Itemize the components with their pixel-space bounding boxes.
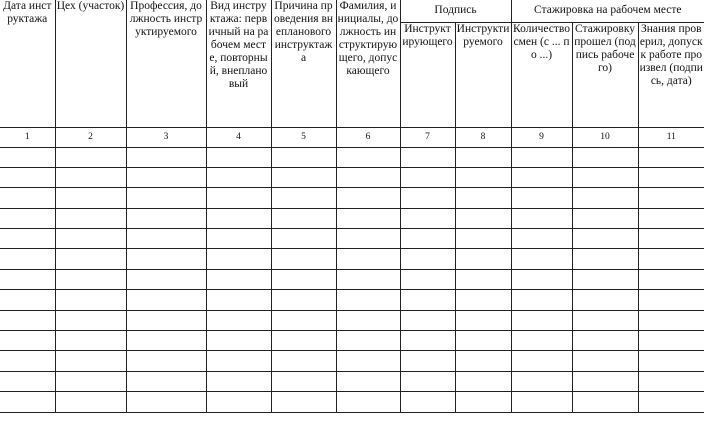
journal-entry-cell[interactable] [336, 188, 400, 208]
column-number: 9 [511, 127, 572, 147]
journal-entry-row [0, 310, 704, 330]
journal-entry-cell[interactable] [638, 269, 704, 289]
journal-entry-cell[interactable] [336, 229, 400, 249]
journal-entry-cell[interactable] [572, 310, 638, 330]
journal-entry-cell[interactable] [206, 147, 271, 167]
journal-entry-cell[interactable] [271, 290, 336, 310]
journal-entry-cell[interactable] [455, 167, 511, 187]
journal-entry-cell[interactable] [55, 392, 126, 412]
header-internship: Стажировка на рабочем месте [511, 0, 704, 22]
journal-entry-cell[interactable] [455, 269, 511, 289]
journal-entry-row [0, 167, 704, 187]
journal-entry-cell[interactable] [455, 331, 511, 351]
journal-entry-cell[interactable] [638, 167, 704, 187]
column-number: 4 [206, 127, 271, 147]
journal-entry-cell[interactable] [638, 392, 704, 412]
journal-entry-cell[interactable] [400, 188, 455, 208]
journal-entry-cell[interactable] [0, 392, 55, 412]
journal-entry-cell[interactable] [55, 331, 126, 351]
journal-entry-cell[interactable] [572, 371, 638, 391]
journal-entry-cell[interactable] [271, 371, 336, 391]
journal-entry-cell[interactable] [271, 147, 336, 167]
journal-entry-cell[interactable] [572, 229, 638, 249]
journal-entry-row [0, 229, 704, 249]
journal-entry-cell[interactable] [0, 167, 55, 187]
column-number-row [0, 127, 704, 147]
journal-entry-cell[interactable] [206, 290, 271, 310]
header-row-top [0, 0, 704, 22]
journal-entry-cell[interactable] [455, 208, 511, 228]
journal-entry-cell[interactable] [400, 147, 455, 167]
journal-entry-cell[interactable] [0, 371, 55, 391]
journal-entry-cell[interactable] [455, 290, 511, 310]
journal-entry-cell[interactable] [126, 208, 206, 228]
journal-entry-cell[interactable] [55, 167, 126, 187]
journal-entry-cell[interactable] [572, 290, 638, 310]
journal-entry-cell[interactable] [400, 208, 455, 228]
column-number: 3 [126, 127, 206, 147]
journal-entry-cell[interactable] [55, 310, 126, 330]
journal-entry-cell[interactable] [336, 392, 400, 412]
journal-entry-cell[interactable] [638, 310, 704, 330]
journal-entry-cell[interactable] [572, 249, 638, 269]
journal-entry-cell[interactable] [400, 167, 455, 187]
journal-entry-cell[interactable] [511, 229, 572, 249]
journal-entry-cell[interactable] [455, 188, 511, 208]
journal-entry-cell[interactable] [206, 269, 271, 289]
header-signature: Подпись [400, 0, 511, 22]
journal-entry-cell[interactable] [126, 147, 206, 167]
journal-entry-cell[interactable] [638, 188, 704, 208]
journal-entry-cell[interactable] [638, 371, 704, 391]
journal-entry-cell[interactable] [572, 147, 638, 167]
journal-entry-cell[interactable] [206, 392, 271, 412]
journal-entry-row [0, 208, 704, 228]
journal-entry-cell[interactable] [572, 188, 638, 208]
journal-entry-cell[interactable] [638, 290, 704, 310]
journal-entry-cell[interactable] [55, 147, 126, 167]
header-date: Дата инструктажа [0, 0, 55, 127]
journal-entry-cell[interactable] [455, 351, 511, 371]
journal-entry-row [0, 392, 704, 412]
journal-entry-row [0, 371, 704, 391]
journal-entry-cell[interactable] [336, 351, 400, 371]
journal-entry-cell[interactable] [455, 147, 511, 167]
journal-entry-cell[interactable] [400, 269, 455, 289]
journal-entry-cell[interactable] [55, 371, 126, 391]
journal-entry-cell[interactable] [0, 331, 55, 351]
journal-entry-cell[interactable] [0, 208, 55, 228]
journal-entry-cell[interactable] [271, 310, 336, 330]
journal-entry-cell[interactable] [55, 229, 126, 249]
journal-entry-cell[interactable] [572, 208, 638, 228]
journal-entry-cell[interactable] [572, 392, 638, 412]
journal-entry-cell[interactable] [271, 229, 336, 249]
journal-entry-row [0, 331, 704, 351]
journal-entry-cell[interactable] [336, 371, 400, 391]
journal-entry-cell[interactable] [455, 249, 511, 269]
header-shift-count: Количество смен (с ... по ...) [511, 22, 572, 127]
journal-entry-cell[interactable] [638, 208, 704, 228]
journal-entry-row [0, 188, 704, 208]
journal-entry-cell[interactable] [638, 249, 704, 269]
journal-entry-row [0, 269, 704, 289]
journal-entry-cell[interactable] [455, 392, 511, 412]
journal-entry-cell[interactable] [336, 310, 400, 330]
journal-entry-cell[interactable] [511, 290, 572, 310]
journal-entry-cell[interactable] [55, 249, 126, 269]
journal-entry-cell[interactable] [0, 310, 55, 330]
header-instruction-type: Вид инструктажа: первичный на рабочем месте, повторный, внеплановый [206, 0, 271, 127]
journal-entry-cell[interactable] [336, 290, 400, 310]
journal-entry-cell[interactable] [336, 331, 400, 351]
journal-entry-row [0, 147, 704, 167]
journal-entry-cell[interactable] [400, 290, 455, 310]
journal-entry-cell[interactable] [638, 147, 704, 167]
journal-entry-cell[interactable] [572, 351, 638, 371]
journal-entry-cell[interactable] [271, 249, 336, 269]
journal-entry-cell[interactable] [511, 371, 572, 391]
journal-entry-cell[interactable] [455, 371, 511, 391]
journal-entry-cell[interactable] [336, 208, 400, 228]
journal-entry-cell[interactable] [572, 167, 638, 187]
column-number: 11 [638, 127, 704, 147]
journal-entry-cell[interactable] [0, 147, 55, 167]
column-number: 10 [572, 127, 638, 147]
header-sig-instructor: Инструктирующего [400, 22, 455, 127]
journal-entry-cell[interactable] [511, 188, 572, 208]
header-knowledge-checked: Знания проверил, допуск к работе произвел (подпись, дата) [638, 22, 704, 127]
journal-entry-cell[interactable] [271, 208, 336, 228]
journal-entry-cell[interactable] [126, 269, 206, 289]
journal-entry-cell[interactable] [638, 331, 704, 351]
journal-entry-cell[interactable] [271, 351, 336, 371]
journal-entry-cell[interactable] [55, 208, 126, 228]
journal-entry-row [0, 249, 704, 269]
journal-entry-cell[interactable] [271, 188, 336, 208]
journal-entry-cell[interactable] [206, 208, 271, 228]
journal-entry-cell[interactable] [206, 249, 271, 269]
journal-entry-cell[interactable] [511, 249, 572, 269]
journal-entry-cell[interactable] [206, 188, 271, 208]
journal-entry-cell[interactable] [55, 290, 126, 310]
column-number: 8 [455, 127, 511, 147]
journal-entry-cell[interactable] [0, 269, 55, 289]
journal-entry-cell[interactable] [400, 229, 455, 249]
journal-entry-cell[interactable] [336, 147, 400, 167]
journal-entry-cell[interactable] [336, 167, 400, 187]
journal-entry-cell[interactable] [126, 290, 206, 310]
journal-entry-cell[interactable] [511, 147, 572, 167]
column-number: 6 [336, 127, 400, 147]
journal-entry-cell[interactable] [206, 310, 271, 330]
journal-entry-cell[interactable] [572, 331, 638, 351]
journal-entry-cell[interactable] [126, 310, 206, 330]
journal-entry-cell[interactable] [126, 167, 206, 187]
journal-entry-cell[interactable] [455, 310, 511, 330]
journal-entry-cell[interactable] [55, 351, 126, 371]
journal-entry-cell[interactable] [0, 290, 55, 310]
journal-entry-cell[interactable] [511, 351, 572, 371]
header-workshop: Цех (участок) [55, 0, 126, 127]
column-number: 5 [271, 127, 336, 147]
journal-entry-cell[interactable] [400, 351, 455, 371]
header-instructor-name: Фамилия, инициалы, должность инструктирующего, допускающего [336, 0, 400, 127]
journal-entry-cell[interactable] [126, 392, 206, 412]
journal-entry-cell[interactable] [126, 188, 206, 208]
journal-entry-cell[interactable] [511, 208, 572, 228]
journal-entry-cell[interactable] [206, 331, 271, 351]
journal-entry-cell[interactable] [126, 371, 206, 391]
column-number: 1 [0, 127, 55, 147]
journal-entry-cell[interactable] [511, 310, 572, 330]
journal-entry-cell[interactable] [511, 167, 572, 187]
journal-entry-cell[interactable] [126, 249, 206, 269]
journal-entry-row [0, 290, 704, 310]
journal-entry-cell[interactable] [271, 331, 336, 351]
header-sig-instructed: Инструктируемого [455, 22, 511, 127]
header-profession: Профессия, должность инструктируемого [126, 0, 206, 127]
journal-entry-cell[interactable] [0, 249, 55, 269]
journal-entry-cell[interactable] [511, 269, 572, 289]
journal-entry-cell[interactable] [206, 351, 271, 371]
journal-entry-cell[interactable] [336, 269, 400, 289]
journal-entry-cell[interactable] [55, 269, 126, 289]
column-number: 2 [55, 127, 126, 147]
journal-entry-cell[interactable] [511, 331, 572, 351]
journal-entry-cell[interactable] [511, 392, 572, 412]
journal-entry-cell[interactable] [271, 269, 336, 289]
journal-entry-cell[interactable] [271, 167, 336, 187]
journal-entry-cell[interactable] [126, 351, 206, 371]
column-number: 7 [400, 127, 455, 147]
journal-entry-cell[interactable] [400, 392, 455, 412]
journal-entry-cell[interactable] [572, 269, 638, 289]
journal-entry-cell[interactable] [271, 392, 336, 412]
journal-entry-cell[interactable] [0, 229, 55, 249]
journal-entry-cell[interactable] [400, 310, 455, 330]
journal-entry-cell[interactable] [206, 229, 271, 249]
header-reason: Причина проведения внепланового инструктажа [271, 0, 336, 127]
journal-entry-cell[interactable] [206, 371, 271, 391]
journal-entry-cell[interactable] [126, 331, 206, 351]
journal-entry-cell[interactable] [126, 229, 206, 249]
header-internship-passed: Стажировку прошел (подпись рабочего) [572, 22, 638, 127]
journal-entry-cell[interactable] [638, 229, 704, 249]
journal-entry-cell[interactable] [400, 371, 455, 391]
journal-entry-cell[interactable] [638, 351, 704, 371]
journal-entry-cell[interactable] [206, 167, 271, 187]
journal-entry-cell[interactable] [0, 351, 55, 371]
journal-entry-cell[interactable] [336, 249, 400, 269]
journal-entry-cell[interactable] [400, 331, 455, 351]
journal-entry-row [0, 351, 704, 371]
journal-entry-cell[interactable] [55, 188, 126, 208]
journal-entry-cell[interactable] [0, 188, 55, 208]
journal-entry-cell[interactable] [400, 249, 455, 269]
journal-entry-cell[interactable] [455, 229, 511, 249]
